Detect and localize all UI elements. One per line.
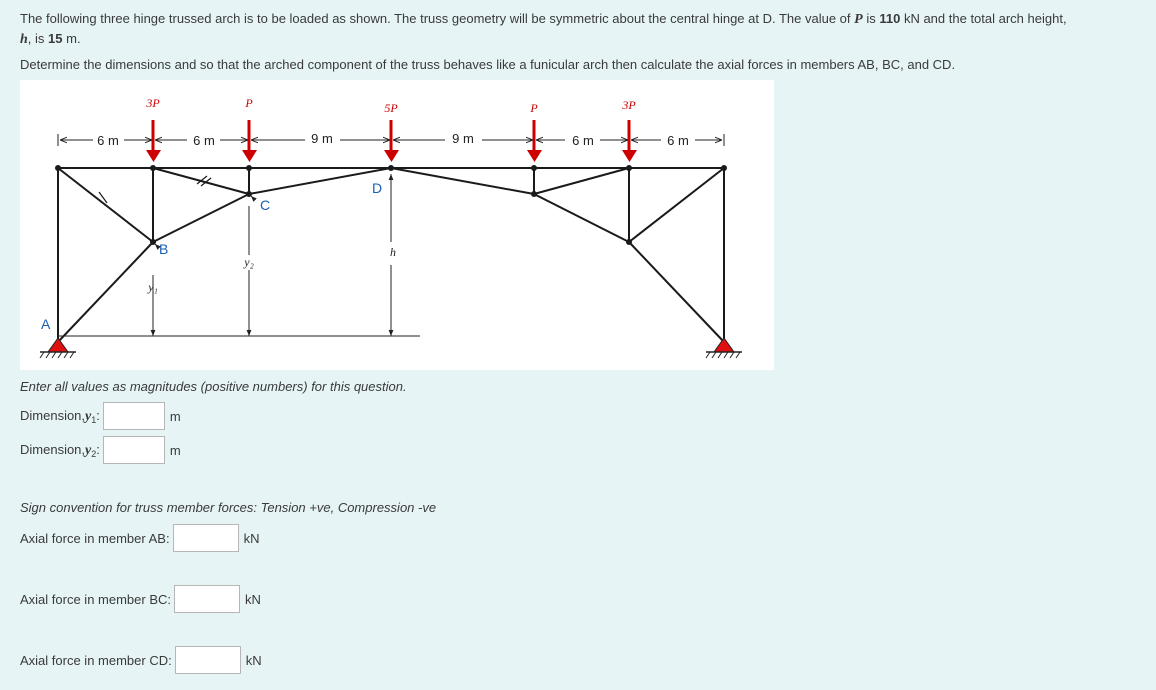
force-ab-unit: kN	[243, 530, 260, 546]
h-symbol: h	[20, 32, 28, 47]
p-value: 110	[879, 11, 901, 26]
dim-label-y2: y₂	[244, 255, 254, 269]
node-label-c: C	[260, 197, 271, 213]
support-left	[40, 338, 76, 358]
h-value: 15	[48, 31, 63, 46]
problem-text-d: , is	[27, 31, 45, 46]
load-label-3p-right: 3P	[622, 98, 636, 112]
problem-statement	[20, 9, 1150, 74]
member-dc-prime	[391, 168, 534, 194]
p-symbol: P	[854, 12, 863, 27]
problem-text-c: kN and the total arch height,	[903, 11, 1067, 26]
support-right	[706, 338, 742, 358]
load-arrow-3p-right	[622, 120, 637, 162]
span-label-6: 6 m	[667, 133, 689, 148]
dimension-y2-input[interactable]	[103, 436, 165, 464]
force-cd-label: Axial force in member CD:	[20, 652, 172, 668]
load-arrows	[146, 120, 637, 162]
load-label-5p: 5P	[384, 101, 398, 115]
force-cd-row	[20, 646, 262, 674]
truss-diagram	[20, 80, 774, 370]
dimension-y1-label: $Dimension,y_1$:	[20, 407, 100, 425]
span-label-2: 6 m	[193, 133, 215, 148]
span-label-3: 9 m	[311, 131, 333, 146]
load-arrow-3p-left	[146, 120, 161, 162]
node-label-b: B	[159, 241, 169, 257]
problem-text-e: m.	[66, 31, 81, 46]
dimension-y2-label: $Dimension,y_2$:	[20, 441, 100, 459]
span-label-4: 9 m	[452, 131, 474, 146]
force-cd-input[interactable]	[175, 646, 241, 674]
force-ab-input[interactable]	[173, 524, 239, 552]
dim-label-y1: y₁	[148, 280, 158, 294]
magnitude-note: Enter all values as magnitudes (positive numbers) for this question.	[20, 379, 407, 394]
problem-paragraph-2: Determine the dimensions and so that the arched component of the truss behaves like a funicular arch then calculate the axial forces in members AB, BC, and CD.	[20, 57, 956, 72]
span-label-5: 6 m	[572, 133, 594, 148]
member-c-prime-b-prime	[534, 194, 629, 242]
load-label-p-left: P	[245, 96, 253, 110]
problem-text-a: The following three hinge trussed arch is to be loaded as shown. The truss geometry will be symmetric about the central hinge at D. The value of	[20, 11, 851, 26]
dimension-y2-row	[20, 436, 181, 464]
truss-figure	[20, 80, 774, 370]
diagonal-right	[629, 168, 724, 242]
force-ab-label: Axial force in member AB:	[20, 530, 170, 546]
sign-convention-note: Sign convention for truss member forces: Tension +ve, Compression -ve	[20, 500, 437, 515]
problem-text-b: is	[866, 11, 876, 26]
force-cd-unit: kN	[245, 652, 262, 668]
load-arrow-p-left	[242, 120, 257, 162]
problem-paragraph-1	[20, 9, 1150, 49]
member-ab	[58, 242, 153, 342]
span-label-1: 6 m	[97, 133, 119, 148]
force-ab-row	[20, 524, 259, 552]
load-label-3p-left: 3P	[146, 96, 160, 110]
dim-label-h: h	[390, 245, 396, 259]
diagonal-c-prime-b-prime	[534, 168, 629, 194]
node-label-a: A	[41, 316, 51, 332]
load-arrow-p-right	[527, 120, 542, 162]
dimension-y1-row	[20, 402, 181, 430]
load-label-p-right: P	[530, 101, 538, 115]
dimension-y2-unit: m	[169, 442, 181, 458]
dimension-y1-unit: m	[169, 408, 181, 424]
force-bc-row	[20, 585, 261, 613]
member-bc	[153, 194, 249, 242]
force-bc-unit: kN	[245, 591, 261, 607]
member-b-prime-a-prime	[629, 242, 724, 342]
member-cd	[249, 168, 391, 194]
node-label-d: D	[372, 180, 383, 196]
load-arrow-5p	[384, 120, 399, 162]
force-bc-input[interactable]	[174, 585, 240, 613]
dimension-y1-input[interactable]	[103, 402, 165, 430]
diagonal-left	[58, 168, 153, 242]
force-bc-label: Axial force in member BC:	[20, 591, 171, 607]
